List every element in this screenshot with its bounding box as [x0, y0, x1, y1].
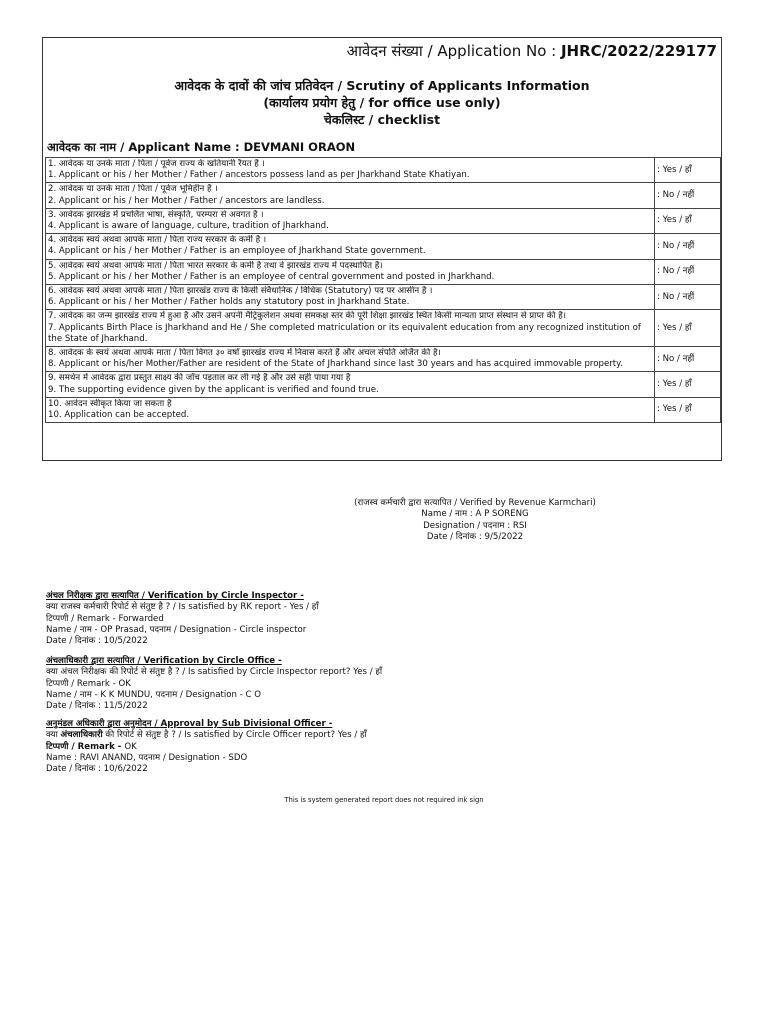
table-row — [46, 285, 721, 310]
question-hindi: 10. आवेदन स्वीकृत किया जा सकता है — [48, 398, 172, 409]
answer-cell: : No / नहीं — [655, 259, 721, 284]
question-english: 5. Applicant or his / her Mother / Father is an employee of central government and posted in Jharkhand. — [48, 271, 495, 282]
sdo-approval-section — [46, 719, 367, 775]
question-suffix: की रिपोर्ट से संतुष्ट है ? / Is satisfied by Circle Officer report? Yes / हाँ — [102, 730, 367, 741]
table-row — [46, 158, 721, 183]
question-officer: अंचलाधिकारी — [60, 730, 103, 741]
table-row — [46, 347, 721, 372]
checklist-title: चेकलिस्ट / checklist — [323, 112, 441, 127]
question-hindi: 1. आवेदक या उनके माता / पिता / पूर्वज राज्य के खतियानी रैयत है । — [48, 159, 265, 169]
question-cell — [46, 208, 655, 233]
question-english: 4. Applicant is aware of language, culture, tradition of Jharkhand. — [48, 221, 329, 232]
application-number-value: JHRC/2022/229177 — [560, 42, 717, 60]
question-cell — [46, 183, 655, 208]
remark: टिप्पणी / Remark - Forwarded — [46, 613, 164, 624]
answer-cell: : No / नहीं — [655, 285, 721, 310]
table-row — [46, 397, 721, 422]
verifier-name: Name / नाम : A P SORENG — [421, 509, 529, 520]
question-cell — [46, 285, 655, 310]
officer-date: Date / दिनांक : 11/5/2022 — [46, 701, 148, 712]
question-cell — [46, 397, 655, 422]
question-cell — [46, 347, 655, 372]
verification-date: Date / दिनांक : 9/5/2022 — [426, 531, 524, 542]
officer-date: Date / दिनांक : 10/5/2022 — [46, 636, 148, 647]
table-row — [46, 208, 721, 233]
officer-name: Name / नाम - K K MUNDU, पदनाम / Designation - C O — [46, 689, 262, 700]
application-number — [347, 41, 717, 61]
question-english: 8. Applicant or his/her Mother/Father are resident of the State of Jharkhand since last 30 years and has acquired immovable property. — [48, 359, 623, 370]
footer-note: This is system generated report does not required ink sign — [284, 796, 484, 804]
answer-cell: : Yes / हाँ — [655, 310, 721, 347]
circle-office-section — [46, 656, 382, 712]
verifier-designation: Designation / पदनाम : RSI — [423, 520, 527, 531]
answer-cell: : No / नहीं — [655, 234, 721, 259]
question-hindi: 2. आवेदक या उनके माता / पिता / पूर्वज भूमिहीन है । — [48, 184, 218, 195]
section-heading: अनुमंडल अधिकारी द्वारा अनुमोदन / Approval by Sub Divisional Officer - — [46, 719, 333, 729]
question-hindi: 4. आवेदक स्वयं अथवा आपके माता / पिता राज्य सरकार के कर्मी है । — [48, 235, 267, 246]
satisfaction-question — [46, 730, 367, 741]
question-hindi: 5. आवेदक स्वयं अथवा आपके माता / पिता भारत सरकार के कर्मी है तथा वे झारखंड राज्य में पदस्थापित हैं। — [48, 260, 383, 271]
question-english: 10. Application can be accepted. — [48, 410, 190, 421]
question-hindi: 3. आवेदक झारखंड में प्रचलित भाषा, संस्कृति, परम्परा से अवगत है । — [48, 209, 264, 220]
remark — [46, 742, 367, 753]
office-use-subtitle: (कार्यालय प्रयोग हेतु / for office use only) — [263, 95, 501, 110]
application-frame — [42, 37, 722, 461]
table-row — [46, 234, 721, 259]
checklist-table — [45, 157, 721, 423]
answer-cell: : No / नहीं — [655, 183, 721, 208]
question-cell — [46, 259, 655, 284]
remark-value: OK — [124, 741, 137, 752]
question-hindi: 8. आवेदक के स्वयं अथवा आपके माता / पिता विगत ३० वर्षों झारखंड राज्य में निवास करते हैं और अचल संपति अर्जित की है। — [48, 348, 441, 359]
question-english: 6. Applicant or his / her Mother / Father holds any statutory post in Jharkhand State. — [48, 297, 410, 308]
question-english: 7. Applicants Birth Place is Jharkhand and He / She completed matriculation or its equivalent education from any recognized institution of the State of Jharkhand. — [48, 322, 641, 344]
answer-cell: : Yes / हाँ — [655, 397, 721, 422]
revenue-karmchari-verification — [300, 498, 650, 543]
question-hindi: 9. समर्थन में आवेदक द्वारा प्रस्तुत साक्ष्य की जाँच पड़ताल कर ली गई है और उसे सही पाया गया है — [48, 373, 351, 384]
officer-name: Name / नाम - OP Prasad, पदनाम / Designation - Circle inspector — [46, 624, 307, 635]
table-row — [46, 259, 721, 284]
satisfaction-question: क्या अंचल निरीक्षक की रिपोर्ट से संतुष्ट है ? / Is satisfied by Circle Inspector report? Yes / हाँ — [46, 667, 383, 678]
applicant-name: आवेदक का नाम / Applicant Name : DEVMANI ORAON — [47, 140, 356, 154]
table-row — [46, 183, 721, 208]
question-english: 2. Applicant or his / her Mother / Father / ancestors are landless. — [48, 195, 325, 206]
answer-cell: : Yes / हाँ — [655, 208, 721, 233]
remark: टिप्पणी / Remark - OK — [46, 678, 131, 689]
question-cell — [46, 234, 655, 259]
table-row — [46, 310, 721, 347]
page-title: आवेदक के दावों की जांच प्रतिवेदन / Scrutiny of Applicants Information — [174, 78, 590, 93]
answer-cell: : Yes / हाँ — [655, 158, 721, 183]
question-hindi: 6. आवेदक स्वयं अथवा आपके माता / पिता झारखंड राज्य के किसी संवैधानिक / विधिक (Statutory) पद पर आसीन है । — [48, 286, 433, 297]
question-english: 1. Applicant or his / her Mother / Father / ancestors possess land as per Jharkhand State Khatiyan. — [48, 170, 470, 181]
answer-cell: : Yes / हाँ — [655, 372, 721, 397]
question-cell — [46, 310, 655, 347]
question-english: 9. The supporting evidence given by the applicant is verified and found true. — [48, 384, 379, 395]
section-heading: अंचलाधिकारी द्वारा सत्यापित / Verification by Circle Office - — [46, 656, 282, 666]
question-cell — [46, 372, 655, 397]
circle-inspector-section — [46, 591, 319, 647]
question-cell — [46, 158, 655, 183]
remark-label: टिप्पणी / Remark - — [46, 741, 125, 752]
application-number-label: आवेदन संख्या / Application No : — [346, 42, 561, 60]
section-heading: अंचल निरीक्षक द्वारा सत्यापित / Verification by Circle Inspector - — [46, 591, 304, 601]
officer-date: Date / दिनांक : 10/6/2022 — [46, 764, 148, 775]
answer-cell: : No / नहीं — [655, 347, 721, 372]
officer-name: Name : RAVI ANAND, पदनाम / Designation - SDO — [46, 752, 248, 763]
verified-by-label: (राजस्व कर्मचारी द्वारा सत्यापित / Verified by Revenue Karmchari) — [354, 498, 596, 508]
table-row — [46, 372, 721, 397]
question-english: 4. Applicant or his / her Mother / Father is an employee of Jharkhand State government. — [48, 246, 426, 257]
question-prefix: क्या — [46, 730, 61, 741]
satisfaction-question: क्या राजस्व कर्मचारी रिपोर्ट से संतुष्ट है ? / Is satisfied by RK report - Yes / हाँ — [46, 602, 319, 613]
question-hindi: 7. आवेदक का जन्म झारखंड राज्य में हुआ है और उसने अपनी मैट्रिकुलेशन अथवा समकक्ष स्तर की पूरी शिक्षा झारखंड स्थित किसी मान्यता प्राप्त संस्थान से प्राप्त की है। — [48, 311, 567, 322]
